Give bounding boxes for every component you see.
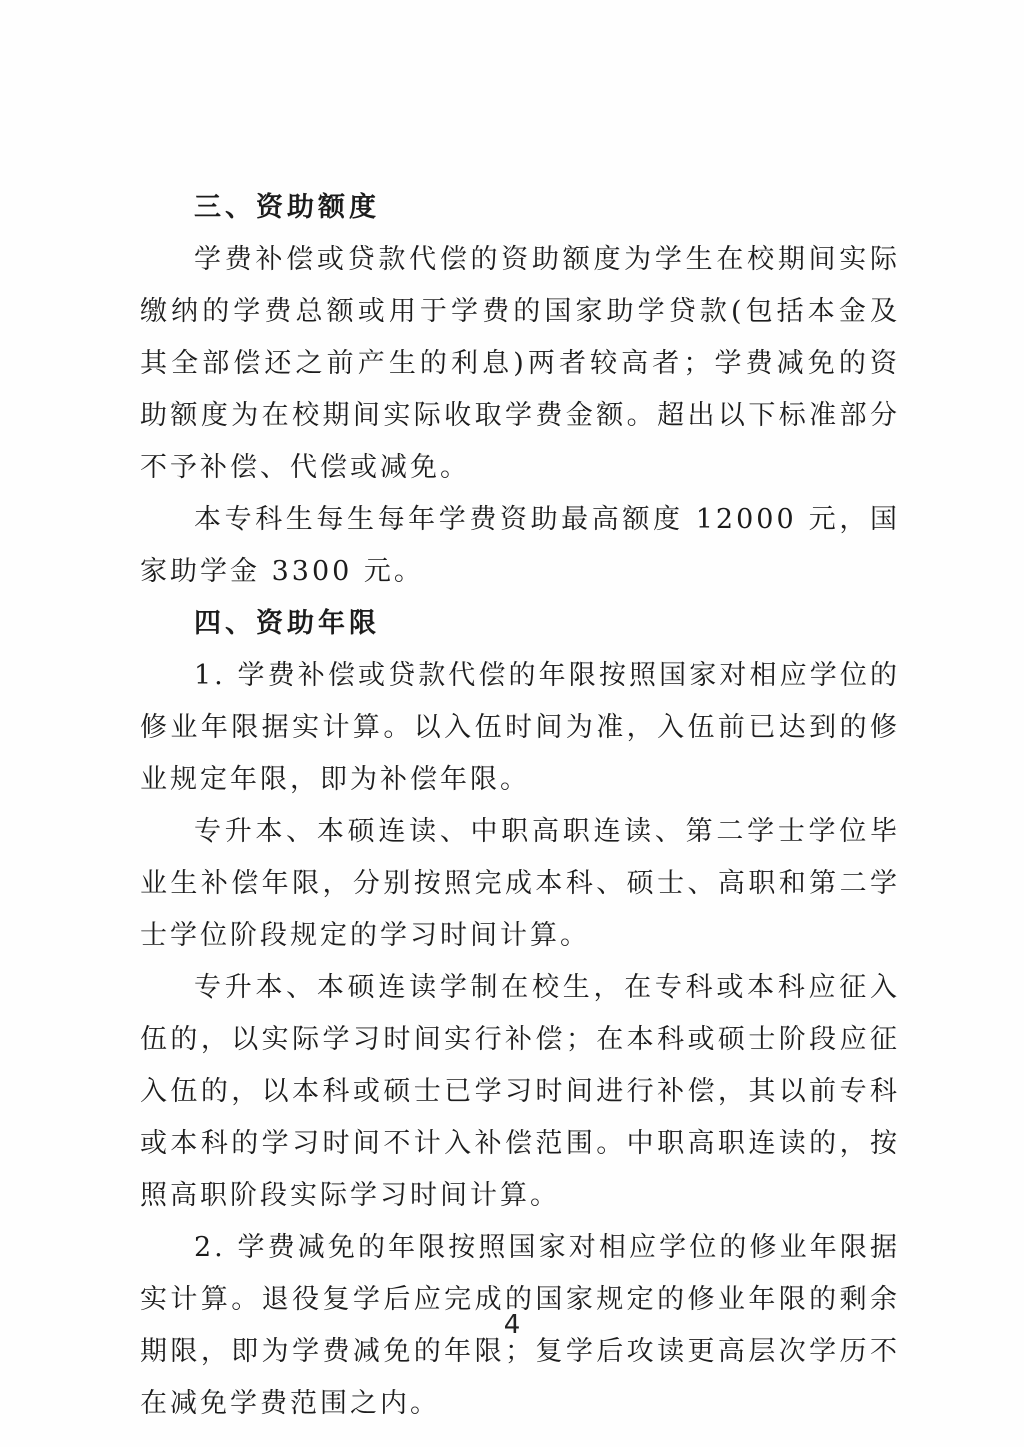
paragraph: 本专科生每生每年学费资助最高额度 12000 元，国家助学金 3300 元。 bbox=[140, 504, 900, 587]
section-heading-funding-duration: 四、资助年限 bbox=[194, 608, 380, 639]
paragraph: 1. 学费补偿或贷款代偿的年限按照国家对相应学位的修业年限据实计算。以入伍时间为准，入伍前已达到的修业规定年限，即为补偿年限。 bbox=[140, 660, 900, 795]
document-body bbox=[140, 182, 900, 1430]
paragraph: 专升本、本硕连读、中职高职连读、第二学士学位毕业生补偿年限，分别按照完成本科、硕士、高职和第二学士学位阶段规定的学习时间计算。 bbox=[140, 816, 900, 951]
paragraph: 学费补偿或贷款代偿的资助额度为学生在校期间实际缴纳的学费总额或用于学费的国家助学贷款(包括本金及其全部偿还之前产生的利息)两者较高者；学费减免的资助额度为在校期间实际收取学费金额。超出以下标准部分不予补偿、代偿或减免。 bbox=[140, 244, 900, 483]
paragraph: 2. 学费减免的年限按照国家对相应学位的修业年限据实计算。退役复学后应完成的国家规定的修业年限的剩余期限，即为学费减免的年限；复学后攻读更高层次学历不在减免学费范围之内。 bbox=[140, 1232, 900, 1419]
page-number: 4 bbox=[503, 1310, 521, 1340]
section-heading-funding-amount: 三、资助额度 bbox=[194, 192, 380, 223]
paragraph: 专升本、本硕连读学制在校生，在专科或本科应征入伍的，以实际学习时间实行补偿；在本科或硕士阶段应征入伍的，以本科或硕士已学习时间进行补偿，其以前专科或本科的学习时间不计入补偿范围。中职高职连读的，按照高职阶段实际学习时间计算。 bbox=[140, 972, 900, 1211]
